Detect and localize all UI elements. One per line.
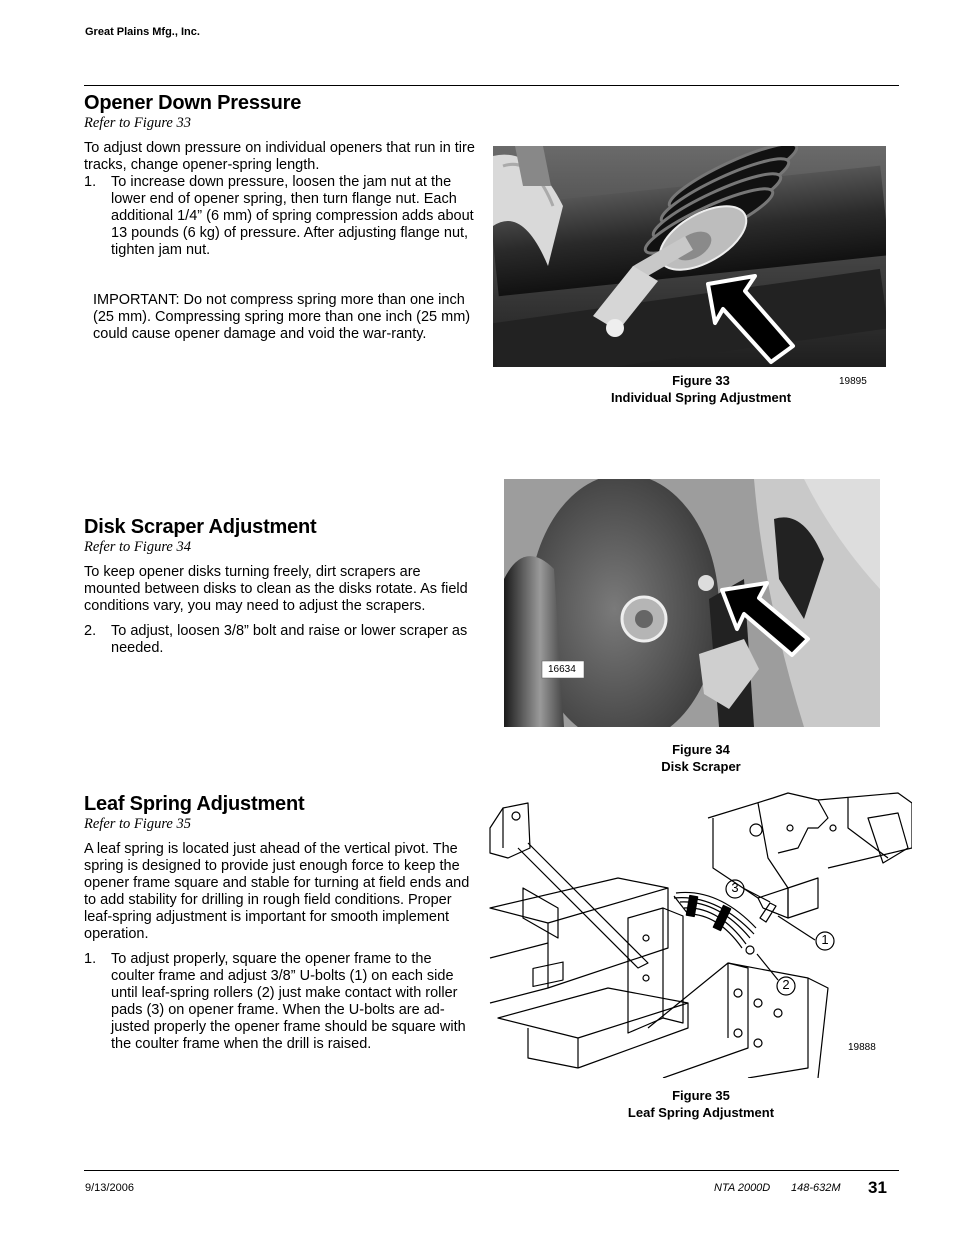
section-title: Opener Down Pressure bbox=[84, 92, 302, 114]
footer-date: 9/13/2006 bbox=[85, 1182, 134, 1194]
intro-paragraph: To adjust down pressure on individual openers that run in tire tracks, change opener-spring length. bbox=[84, 140, 475, 173]
page-number: 31 bbox=[868, 1178, 887, 1197]
figure-reference: Refer to Figure 34 bbox=[84, 539, 191, 555]
figure-35-caption bbox=[575, 1087, 827, 1121]
step-text: To increase down pressure, loosen the jam nut at the lower end of opener spring, then turn flange nut. Each additional 1/4” (6 mm) of spring compression adds about 13 pounds (6 kg) of pressure. After adjusting flange nut, tighten jam nut. bbox=[111, 174, 474, 258]
step-item bbox=[84, 174, 476, 259]
callout-3: 3 bbox=[731, 880, 739, 895]
callout-1: 1 bbox=[821, 932, 829, 947]
figure-33-photo bbox=[493, 146, 886, 367]
step-text: To adjust, loosen 3/8” bolt and raise or lower scraper as needed. bbox=[111, 623, 468, 656]
figure-34-caption bbox=[575, 741, 827, 775]
figure-number: Figure 34 bbox=[672, 742, 730, 757]
step-item bbox=[84, 951, 476, 1053]
section-opener-down-pressure bbox=[84, 92, 476, 343]
figure-title: Disk Scraper bbox=[661, 759, 741, 774]
figure-34-photo-id: 16634 bbox=[548, 664, 576, 675]
section-title: Leaf Spring Adjustment bbox=[84, 793, 305, 815]
intro-paragraph: A leaf spring is located just ahead of the vertical pivot. The spring is designed to provide just enough force to keep the opener frame square and stable for turning at field ends and to add stability for drilling in rough field conditions. Proper leaf-spring adjustment is important for smooth implement operation. bbox=[84, 841, 470, 942]
step-item bbox=[84, 623, 476, 657]
figure-number: Figure 33 bbox=[672, 373, 730, 388]
figure-title: Leaf Spring Adjustment bbox=[627, 1105, 775, 1120]
footer-model: NTA 2000D bbox=[714, 1182, 771, 1194]
section-title: Disk Scraper Adjustment bbox=[84, 516, 317, 538]
company-name: Great Plains Mfg., Inc. bbox=[85, 26, 200, 38]
figure-title: Individual Spring Adjustment bbox=[610, 390, 792, 405]
figure-number: Figure 35 bbox=[672, 1088, 730, 1103]
important-note: IMPORTANT: Do not compress spring more than one inch (25 mm). Compressing spring more than one inch (25 mm) could cause opener damage and void the war-ranty. bbox=[93, 292, 471, 342]
intro-paragraph: To keep opener disks turning freely, dirt scrapers are mounted between disks to clean as the disks rotate. As field conditions vary, you may need to adjust the scrapers. bbox=[84, 564, 468, 614]
figure-33-photo-id: 19895 bbox=[839, 376, 867, 387]
footer-rule bbox=[84, 1170, 899, 1171]
step-number: 2. bbox=[84, 623, 97, 639]
figure-34-photo bbox=[504, 479, 880, 727]
figure-35-photo-id: 19888 bbox=[848, 1042, 876, 1053]
footer-part-number: 148-632M bbox=[791, 1182, 841, 1194]
header-rule bbox=[84, 85, 899, 86]
step-text: To adjust properly, square the opener frame to the coulter frame and adjust 3/8” U-bolts (1) on each side until leaf-spring rollers (2) just make contact with roller pads (3) on opener frame. When the U-bolts are ad-justed properly the opener frame should be square with the coulter frame when the drill is raised. bbox=[111, 951, 466, 1052]
callout-2: 2 bbox=[782, 977, 790, 992]
figure-33-caption bbox=[575, 372, 827, 406]
section-leaf-spring-adjustment bbox=[84, 793, 476, 1053]
figure-reference: Refer to Figure 35 bbox=[84, 816, 191, 832]
step-number: 1. bbox=[84, 951, 97, 967]
section-disk-scraper-adjustment bbox=[84, 516, 476, 657]
step-number: 1. bbox=[84, 174, 97, 190]
figure-reference: Refer to Figure 33 bbox=[84, 115, 191, 131]
figure-35-drawing bbox=[488, 788, 912, 1078]
